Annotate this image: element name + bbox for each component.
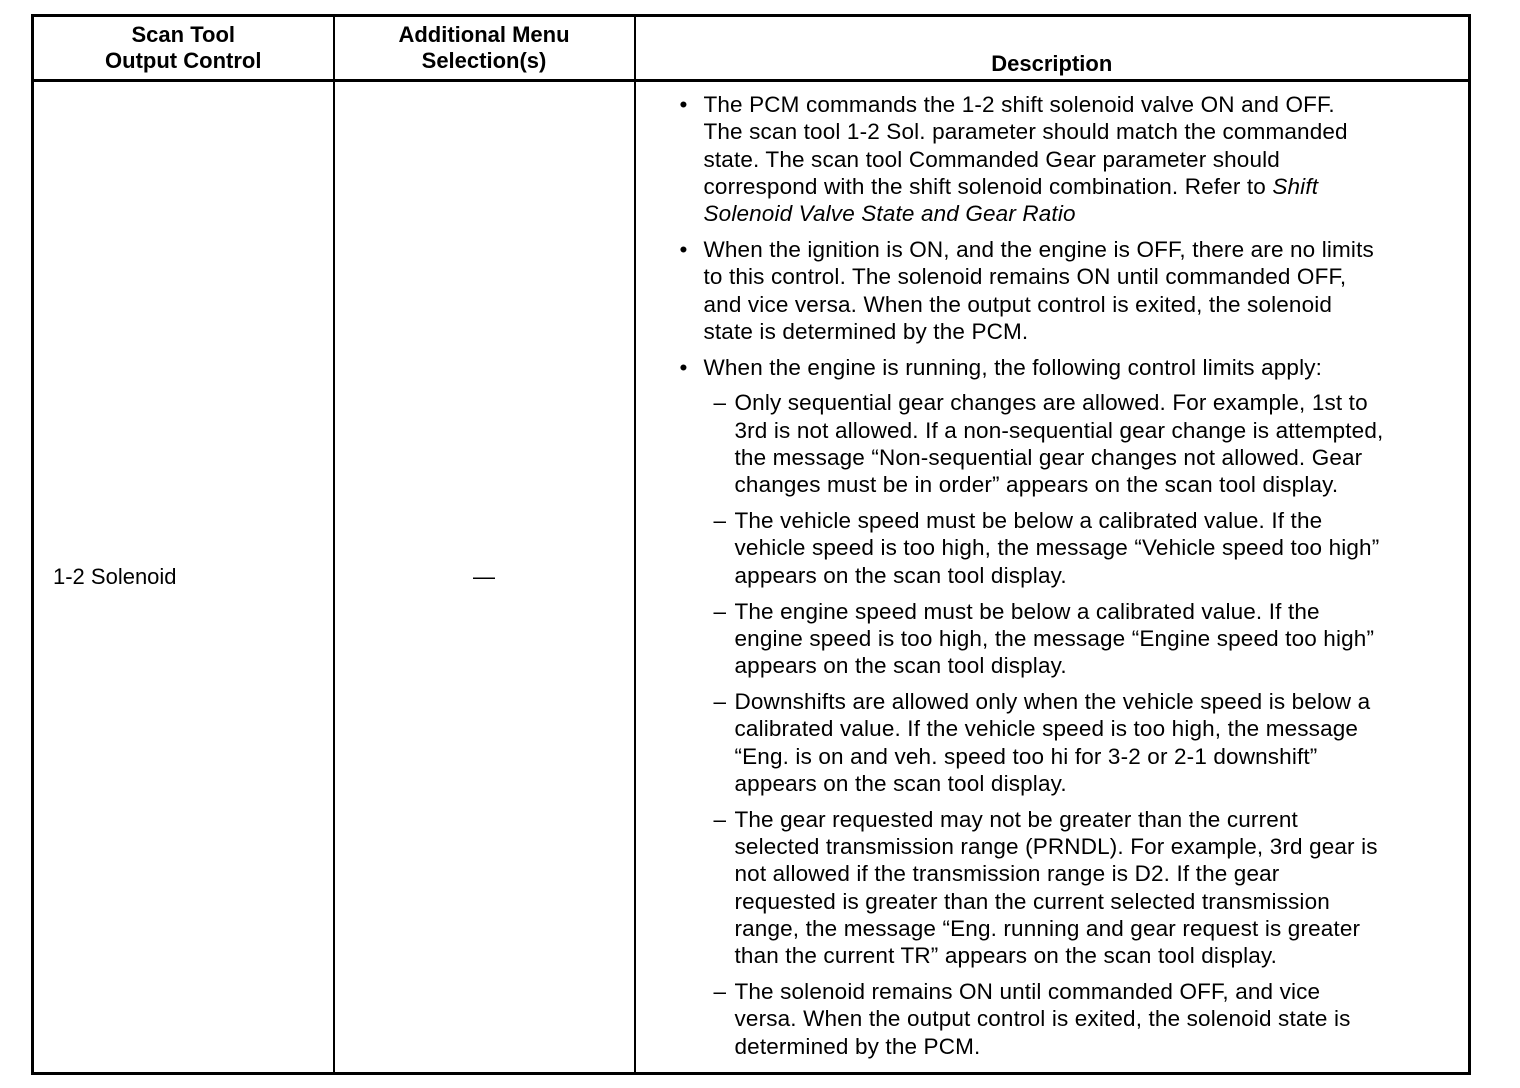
description-line: than the current TR” appears on the scan tool display. [734, 943, 1278, 969]
header-row [33, 16, 1470, 81]
bullet-list-item [636, 91, 1463, 227]
description-line: appears on the scan tool display. [734, 770, 1067, 796]
sub-list-item [636, 507, 1463, 589]
description-cell [635, 81, 1470, 1074]
sub-list-item [636, 389, 1463, 498]
description-line: and vice versa. When the output control is exited, the solenoid [703, 291, 1333, 317]
sub-list-item [636, 688, 1463, 797]
sub-list-item [636, 598, 1463, 680]
description-line: appears on the scan tool display. [734, 562, 1067, 588]
header-line: Scan Tool [131, 22, 235, 47]
description-line: not allowed if the transmission range is D2. If the gear [734, 861, 1280, 887]
description-line: correspond with the shift solenoid combination. Refer to Shift [703, 173, 1319, 199]
description-line: appears on the scan tool display. [734, 653, 1067, 679]
description-line: The solenoid remains ON until commanded OFF, and vice [734, 978, 1321, 1004]
bullet-list-item [636, 236, 1463, 345]
header-description [635, 16, 1470, 81]
bullet-marker: • [679, 92, 688, 117]
description-line [704, 200, 1463, 227]
header-output-control [33, 16, 334, 81]
description-line: range, the message “Eng. running and gear request is greater [734, 915, 1361, 941]
header-line: Selection(s) [421, 48, 547, 73]
output-control-cell: 1-2 Solenoid [33, 81, 334, 1074]
header-line: Description [991, 51, 1113, 76]
description-line: to this control. The solenoid remains ON until commanded OFF, [703, 264, 1347, 290]
bullet-marker: • [679, 236, 688, 262]
table-row [33, 81, 1470, 1074]
header-line: Additional Menu [398, 22, 570, 47]
description-line: determined by the PCM. [734, 1033, 981, 1059]
header-menu-selection [334, 16, 635, 81]
description-line: engine speed is too high, the message “Engine speed too high” [734, 625, 1375, 651]
scan-tool-output-control-table [31, 14, 1471, 1075]
description-line: state is determined by the PCM. [703, 318, 1029, 344]
bullet-marker: • [679, 354, 688, 380]
description-line: requested is greater than the current selected transmission [734, 888, 1330, 914]
dash-marker: – [713, 508, 727, 534]
description-line: selected transmission range (PRNDL). For example, 3rd gear is [734, 833, 1378, 859]
bullet-list-item [636, 354, 1463, 381]
sub-list-item [636, 806, 1463, 970]
menu-selection-cell: — [334, 81, 635, 1074]
dash-marker: – [713, 806, 727, 832]
dash-marker: – [713, 390, 727, 416]
sub-list-item [636, 978, 1463, 1060]
dash-marker: – [713, 598, 727, 624]
description-line: The PCM commands the 1-2 shift solenoid valve ON and OFF. [703, 92, 1335, 117]
description-line: versa. When the output control is exited, the solenoid state is [734, 1006, 1351, 1032]
description-line: Downshifts are allowed only when the vehicle speed is below a [734, 688, 1371, 714]
description-line: The vehicle speed must be below a calibrated value. If the [734, 508, 1323, 534]
description-line: 3rd is not allowed. If a non-sequential gear change is attempted, [734, 417, 1384, 443]
description-line: When the ignition is ON, and the engine is OFF, there are no limits [703, 236, 1374, 262]
cross-reference: Solenoid Valve State and Gear Ratio [703, 201, 1076, 227]
description-line: The engine speed must be below a calibrated value. If the [734, 598, 1320, 624]
dash-marker: – [713, 978, 727, 1004]
dash-marker: – [713, 688, 727, 714]
description-line: “Eng. is on and veh. speed too hi for 3-2 or 2-1 downshift” [734, 743, 1318, 769]
description-line: calibrated value. If the vehicle speed is too high, the message [734, 716, 1359, 742]
description-line: When the engine is running, the following control limits apply: [703, 354, 1323, 380]
description-line: The scan tool 1-2 Sol. parameter should match the commanded [703, 119, 1348, 145]
description-line: vehicle speed is too high, the message “Vehicle speed too high” [734, 535, 1380, 561]
description-line: state. The scan tool Commanded Gear parameter should [703, 146, 1280, 172]
cross-reference: Shift [1272, 173, 1319, 199]
description-line: The gear requested may not be greater than the current [734, 806, 1298, 832]
description-line: Only sequential gear changes are allowed. For example, 1st to [734, 390, 1368, 416]
description-line: the message “Non-sequential gear changes not allowed. Gear [734, 445, 1363, 471]
description-line: changes must be in order” appears on the scan tool display. [734, 472, 1339, 498]
header-line: Output Control [105, 48, 262, 73]
